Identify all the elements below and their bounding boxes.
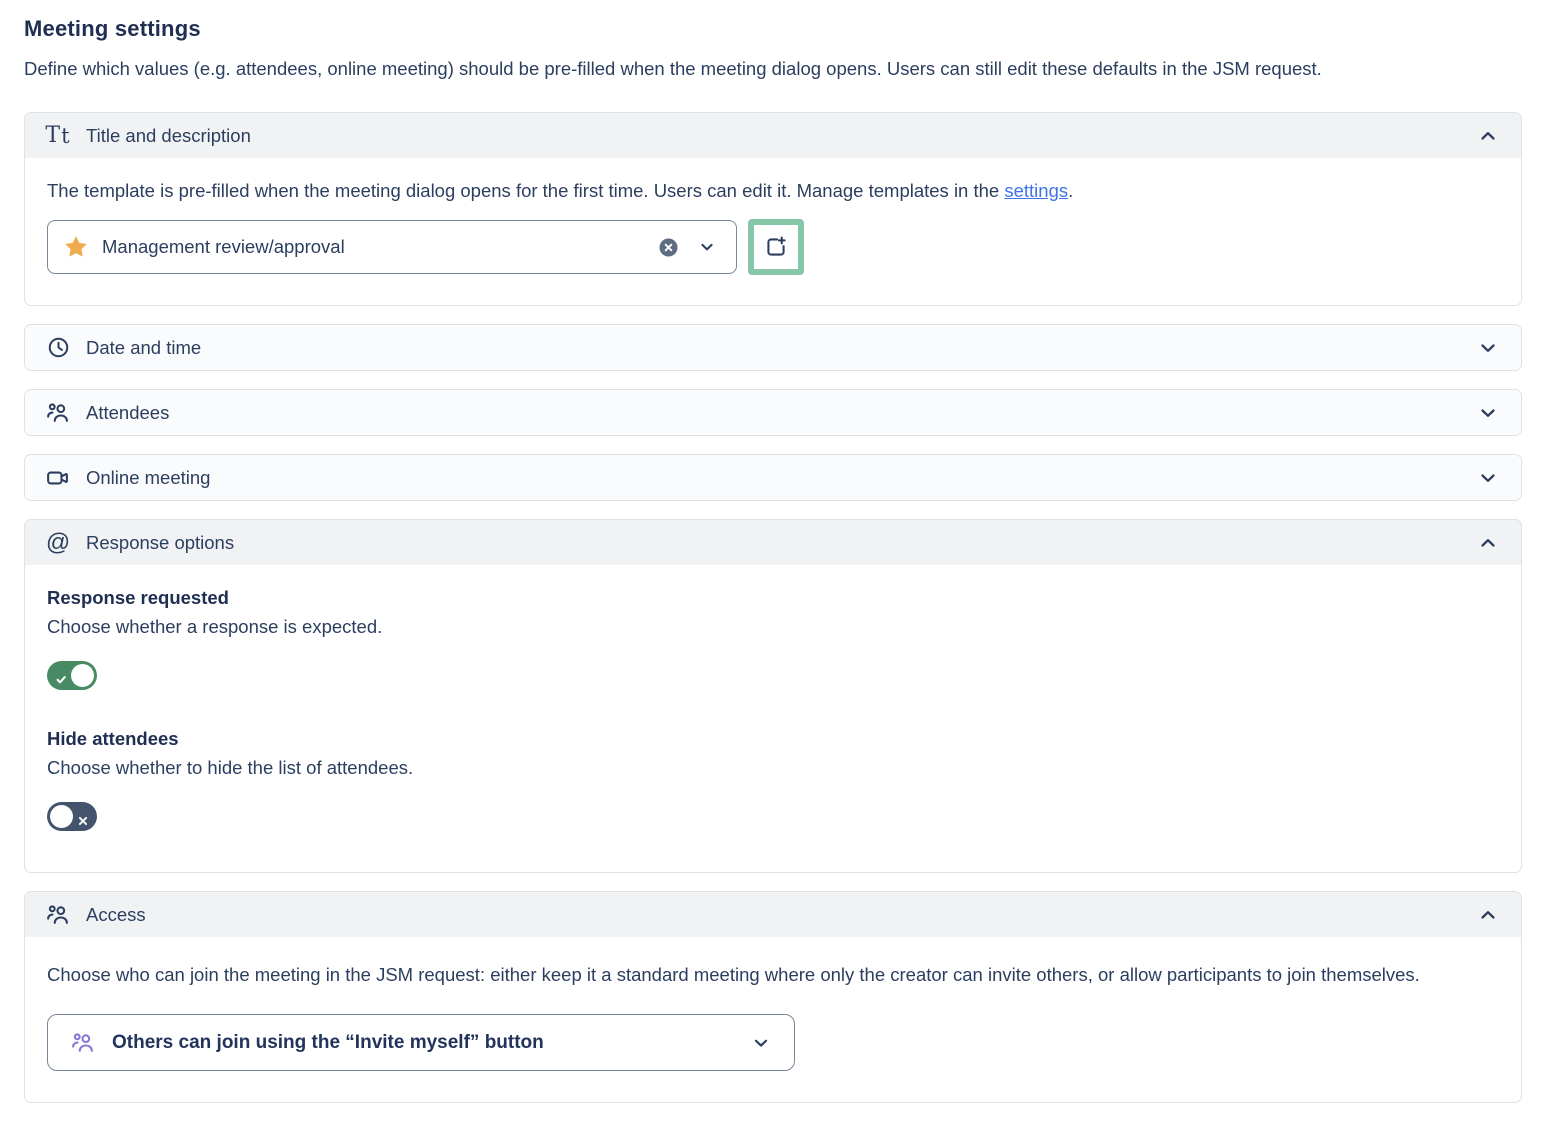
people-icon [45,400,71,426]
video-camera-icon [45,465,71,491]
chevron-up-icon[interactable] [1475,530,1501,556]
section-label-date-time: Date and time [86,336,202,358]
at-sign-icon: @ [45,528,71,556]
section-label-response-options: Response options [86,531,235,553]
chevron-down-icon[interactable] [1475,400,1501,426]
title-description-body [25,158,1521,305]
chevron-up-icon[interactable] [1475,123,1501,149]
section-header-online-meeting[interactable] [25,455,1521,500]
page-title: Meeting settings [24,16,201,41]
section-date-time [24,324,1522,371]
response-options-body [25,565,1521,872]
section-access [24,891,1522,1103]
section-online-meeting [24,454,1522,501]
hide-attendees-field [47,728,1499,836]
check-icon [55,669,68,691]
clear-icon[interactable] [655,234,681,260]
field-title: Response requested [47,587,229,608]
chevron-down-icon[interactable] [694,234,720,260]
response-requested-field [47,587,1499,695]
template-select[interactable] [47,220,737,274]
toggle-knob [50,805,73,828]
access-select-value: Others can join using the “Invite myself” button [112,1031,544,1053]
section-title-description [24,112,1522,306]
clock-icon [45,335,71,361]
section-label-attendees: Attendees [86,401,170,423]
hide-attendees-toggle[interactable] [47,802,97,831]
add-template-icon [763,234,789,260]
section-response-options [24,519,1522,873]
section-header-access[interactable] [25,892,1521,937]
settings-link[interactable]: settings [1004,180,1069,201]
section-label-access: Access [86,903,146,925]
field-title: Hide attendees [47,728,179,749]
chevron-down-icon[interactable] [1475,465,1501,491]
toggle-knob [71,664,94,687]
people-icon-purple [70,1030,96,1056]
section-label-online-meeting: Online meeting [86,466,211,488]
access-description: Choose who can join the meeting in the JSM request: either keep it a standard meeting where only the creator can invite others, or allow participants to join themselves. [47,964,1420,985]
chevron-down-icon[interactable] [1475,335,1501,361]
section-header-response-options[interactable] [25,520,1521,565]
chevron-up-icon[interactable] [1475,902,1501,928]
field-description: Choose whether a response is expected. [47,616,383,637]
section-label-title-description: Title and description [86,124,251,146]
template-hint [47,180,1499,202]
section-header-attendees[interactable] [25,390,1521,435]
template-hint-text: The template is pre-filled when the meeting dialog opens for the first time. Users can edit it. Manage templates in the [47,180,1005,201]
section-header-date-time[interactable] [25,325,1521,370]
section-header-title-description[interactable] [25,113,1521,158]
x-icon [77,810,89,832]
template-select-value: Management review/approval [102,236,345,257]
text-style-icon: T t [45,123,71,148]
people-icon [45,902,71,928]
add-template-button[interactable] [748,219,804,275]
page-description: Define which values (e.g. attendees, online meeting) should be pre-filled when the meeting dialog opens. Users can still edit these defaults in the JSM request. [24,58,1322,79]
template-hint-period: . [1068,180,1074,201]
star-icon [63,234,89,260]
access-select[interactable] [47,1014,795,1071]
field-description: Choose whether to hide the list of attendees. [47,757,414,778]
response-requested-toggle[interactable] [47,661,97,690]
access-body [25,937,1521,1102]
chevron-down-icon[interactable] [748,1030,774,1056]
template-select-row [47,220,1499,275]
section-attendees [24,389,1522,436]
